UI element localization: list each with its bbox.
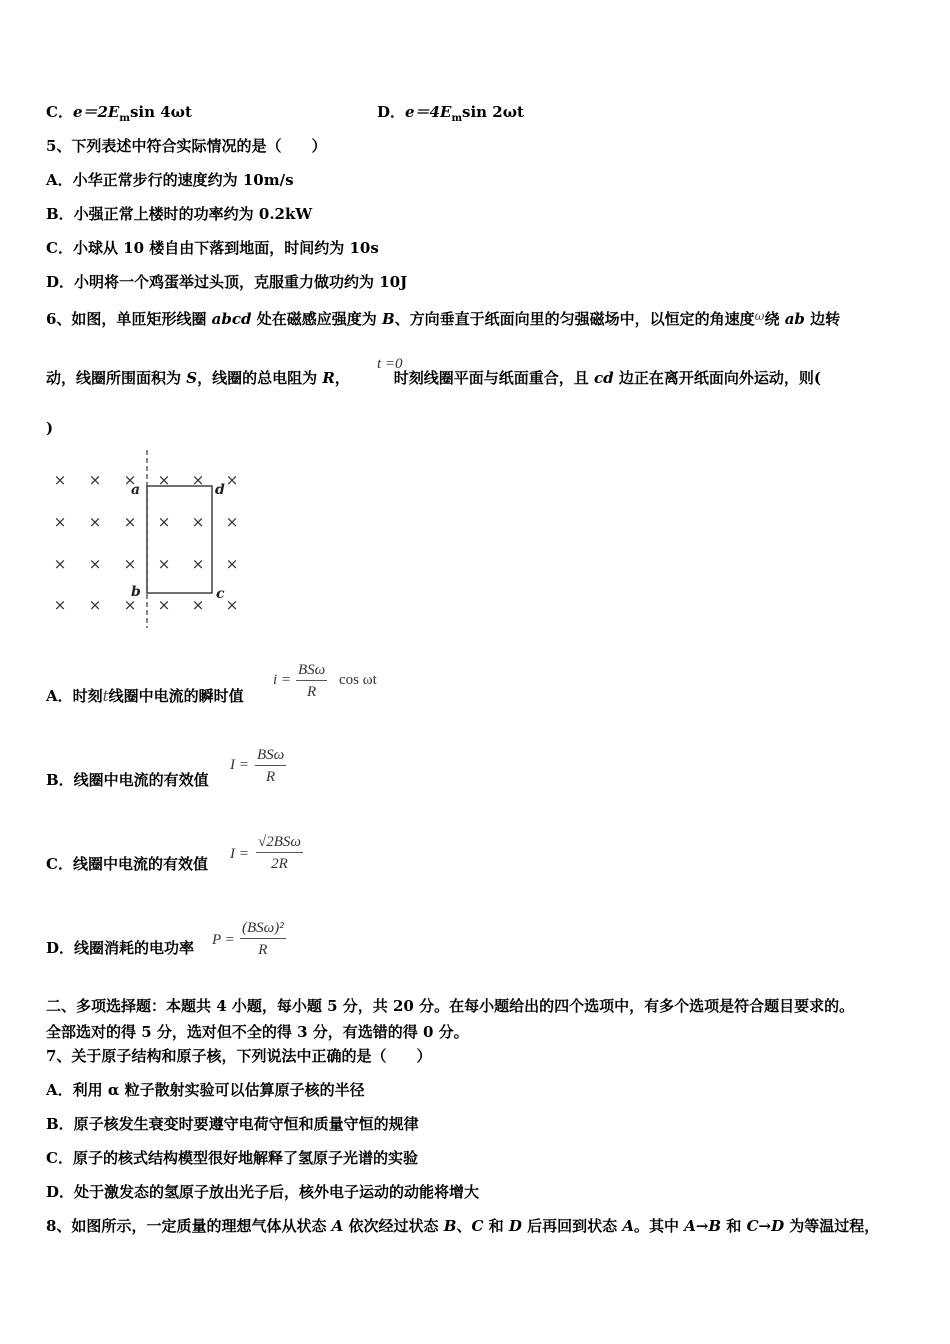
q7-option-c: C．原子的核式结构模型很好地解释了氢原子光谱的实验 xyxy=(46,1149,418,1167)
field-cross: × xyxy=(123,596,137,614)
coil-label-d: d xyxy=(215,482,225,498)
q5-option-d: D．小明将一个鸡蛋举过头顶，克服重力做功约为 10J xyxy=(46,273,408,291)
q7-option-b: B．原子核发生衰变时要遵守电荷守恒和质量守恒的规律 xyxy=(46,1115,419,1133)
formula-a-lhs: i = xyxy=(273,672,292,688)
formula-c-lhs: I = xyxy=(230,846,249,862)
formula-c-fraction: √2BSω 2R xyxy=(258,834,301,872)
field-cross: × xyxy=(191,471,205,489)
formula-a-fraction: BSω R xyxy=(298,662,326,700)
rectangular-coil xyxy=(147,486,212,593)
q8-stem: 8、如图所示，一定质量的理想气体从状态 A 依次经过状态 B、C 和 D 后再回到状态 A。其中 A→B 和 C→D 为等温过程， xyxy=(46,1217,880,1235)
field-cross: × xyxy=(157,555,171,573)
q6-option-c: C．线圈中电流的有效值 xyxy=(46,855,208,873)
q7-option-d: D．处于激发态的氢原子放出光子后，核外电子运动的动能将增大 xyxy=(46,1183,480,1201)
field-cross: × xyxy=(191,596,205,614)
field-cross: × xyxy=(123,555,137,573)
formula-d-lhs: P = xyxy=(212,932,235,948)
q6-option-d: D．线圈消耗的电功率 xyxy=(46,939,195,957)
q4-option-d: D．$e=4E_m\sin$ 2ωt xyxy=(377,103,524,124)
field-cross: × xyxy=(53,471,67,489)
field-cross: × xyxy=(157,596,171,614)
q5-option-c: C．小球从 10 楼自由下落到地面，时间约为 10s xyxy=(46,239,379,257)
field-cross: × xyxy=(123,513,137,531)
q6-stem-line1: 6、如图，单匝矩形线圈 abcd 处在磁感应强度为 B、方向垂直于纸面向里的匀强磁场中，以恒定的角速度$^\omega$绕 ab 边转 xyxy=(46,309,841,328)
field-cross: × xyxy=(88,471,102,489)
q6-option-a: A．时刻t线圈中电流的瞬时值 xyxy=(46,687,244,705)
field-cross: × xyxy=(225,471,239,489)
coil-label-c: c xyxy=(216,586,225,602)
q7-stem: 7、关于原子结构和原子核，下列说法中正确的是（ ） xyxy=(46,1047,432,1065)
formula-d-fraction: (BSω)² R xyxy=(242,920,284,958)
formula-b-lhs: I = xyxy=(230,757,249,773)
q5-option-a: A．小华正常步行的速度约为 10m/s xyxy=(46,171,294,189)
field-cross: × xyxy=(88,555,102,573)
q5-option-b: B．小强正常上楼时的功率约为 0.2kW xyxy=(46,205,313,223)
field-cross: × xyxy=(53,555,67,573)
t-zero-formula: t =0 xyxy=(377,356,403,372)
q6-stem-line3: ) xyxy=(46,419,54,437)
q4-option-c: C．$e=2E_m\sin$ 4ωt xyxy=(46,103,192,124)
field-cross: × xyxy=(225,513,239,531)
q6-option-b: B．线圈中电流的有效值 xyxy=(46,771,209,789)
field-cross: × xyxy=(157,471,171,489)
section-2-heading: 二、多项选择题：本题共 4 小题，每小题 5 分，共 20 分。在每小题给出的四个选项中，有多个选项是符合题目要求的。 xyxy=(46,997,855,1015)
field-cross: × xyxy=(53,513,67,531)
field-cross: × xyxy=(88,596,102,614)
formula-b-fraction: BSω R xyxy=(257,747,285,785)
coil-label-a: a xyxy=(131,482,141,498)
section-2-instructions: 全部选对的得 5 分，选对但不全的得 3 分，有选错的得 0 分。 xyxy=(46,1023,469,1041)
q5-stem: 5、下列表述中符合实际情况的是（ ） xyxy=(46,137,327,155)
field-cross: × xyxy=(225,555,239,573)
formula-a-cos: cos ωt xyxy=(339,672,377,688)
coil-label-b: b xyxy=(131,584,141,600)
field-cross: × xyxy=(157,513,171,531)
q7-option-a: A．利用 α 粒子散射实验可以估算原子核的半径 xyxy=(46,1081,365,1099)
field-cross: × xyxy=(123,471,137,489)
q6-stem-line2: 动，线圈所围面积为 S，线圈的总电阻为 R， 时刻线圈平面与纸面重合，且 cd 边正在离开纸面向外运动，则( xyxy=(46,369,821,387)
coil-field-figure xyxy=(40,446,260,632)
field-cross: × xyxy=(225,596,239,614)
field-cross: × xyxy=(53,596,67,614)
field-cross: × xyxy=(191,555,205,573)
field-cross: × xyxy=(191,513,205,531)
field-cross: × xyxy=(88,513,102,531)
